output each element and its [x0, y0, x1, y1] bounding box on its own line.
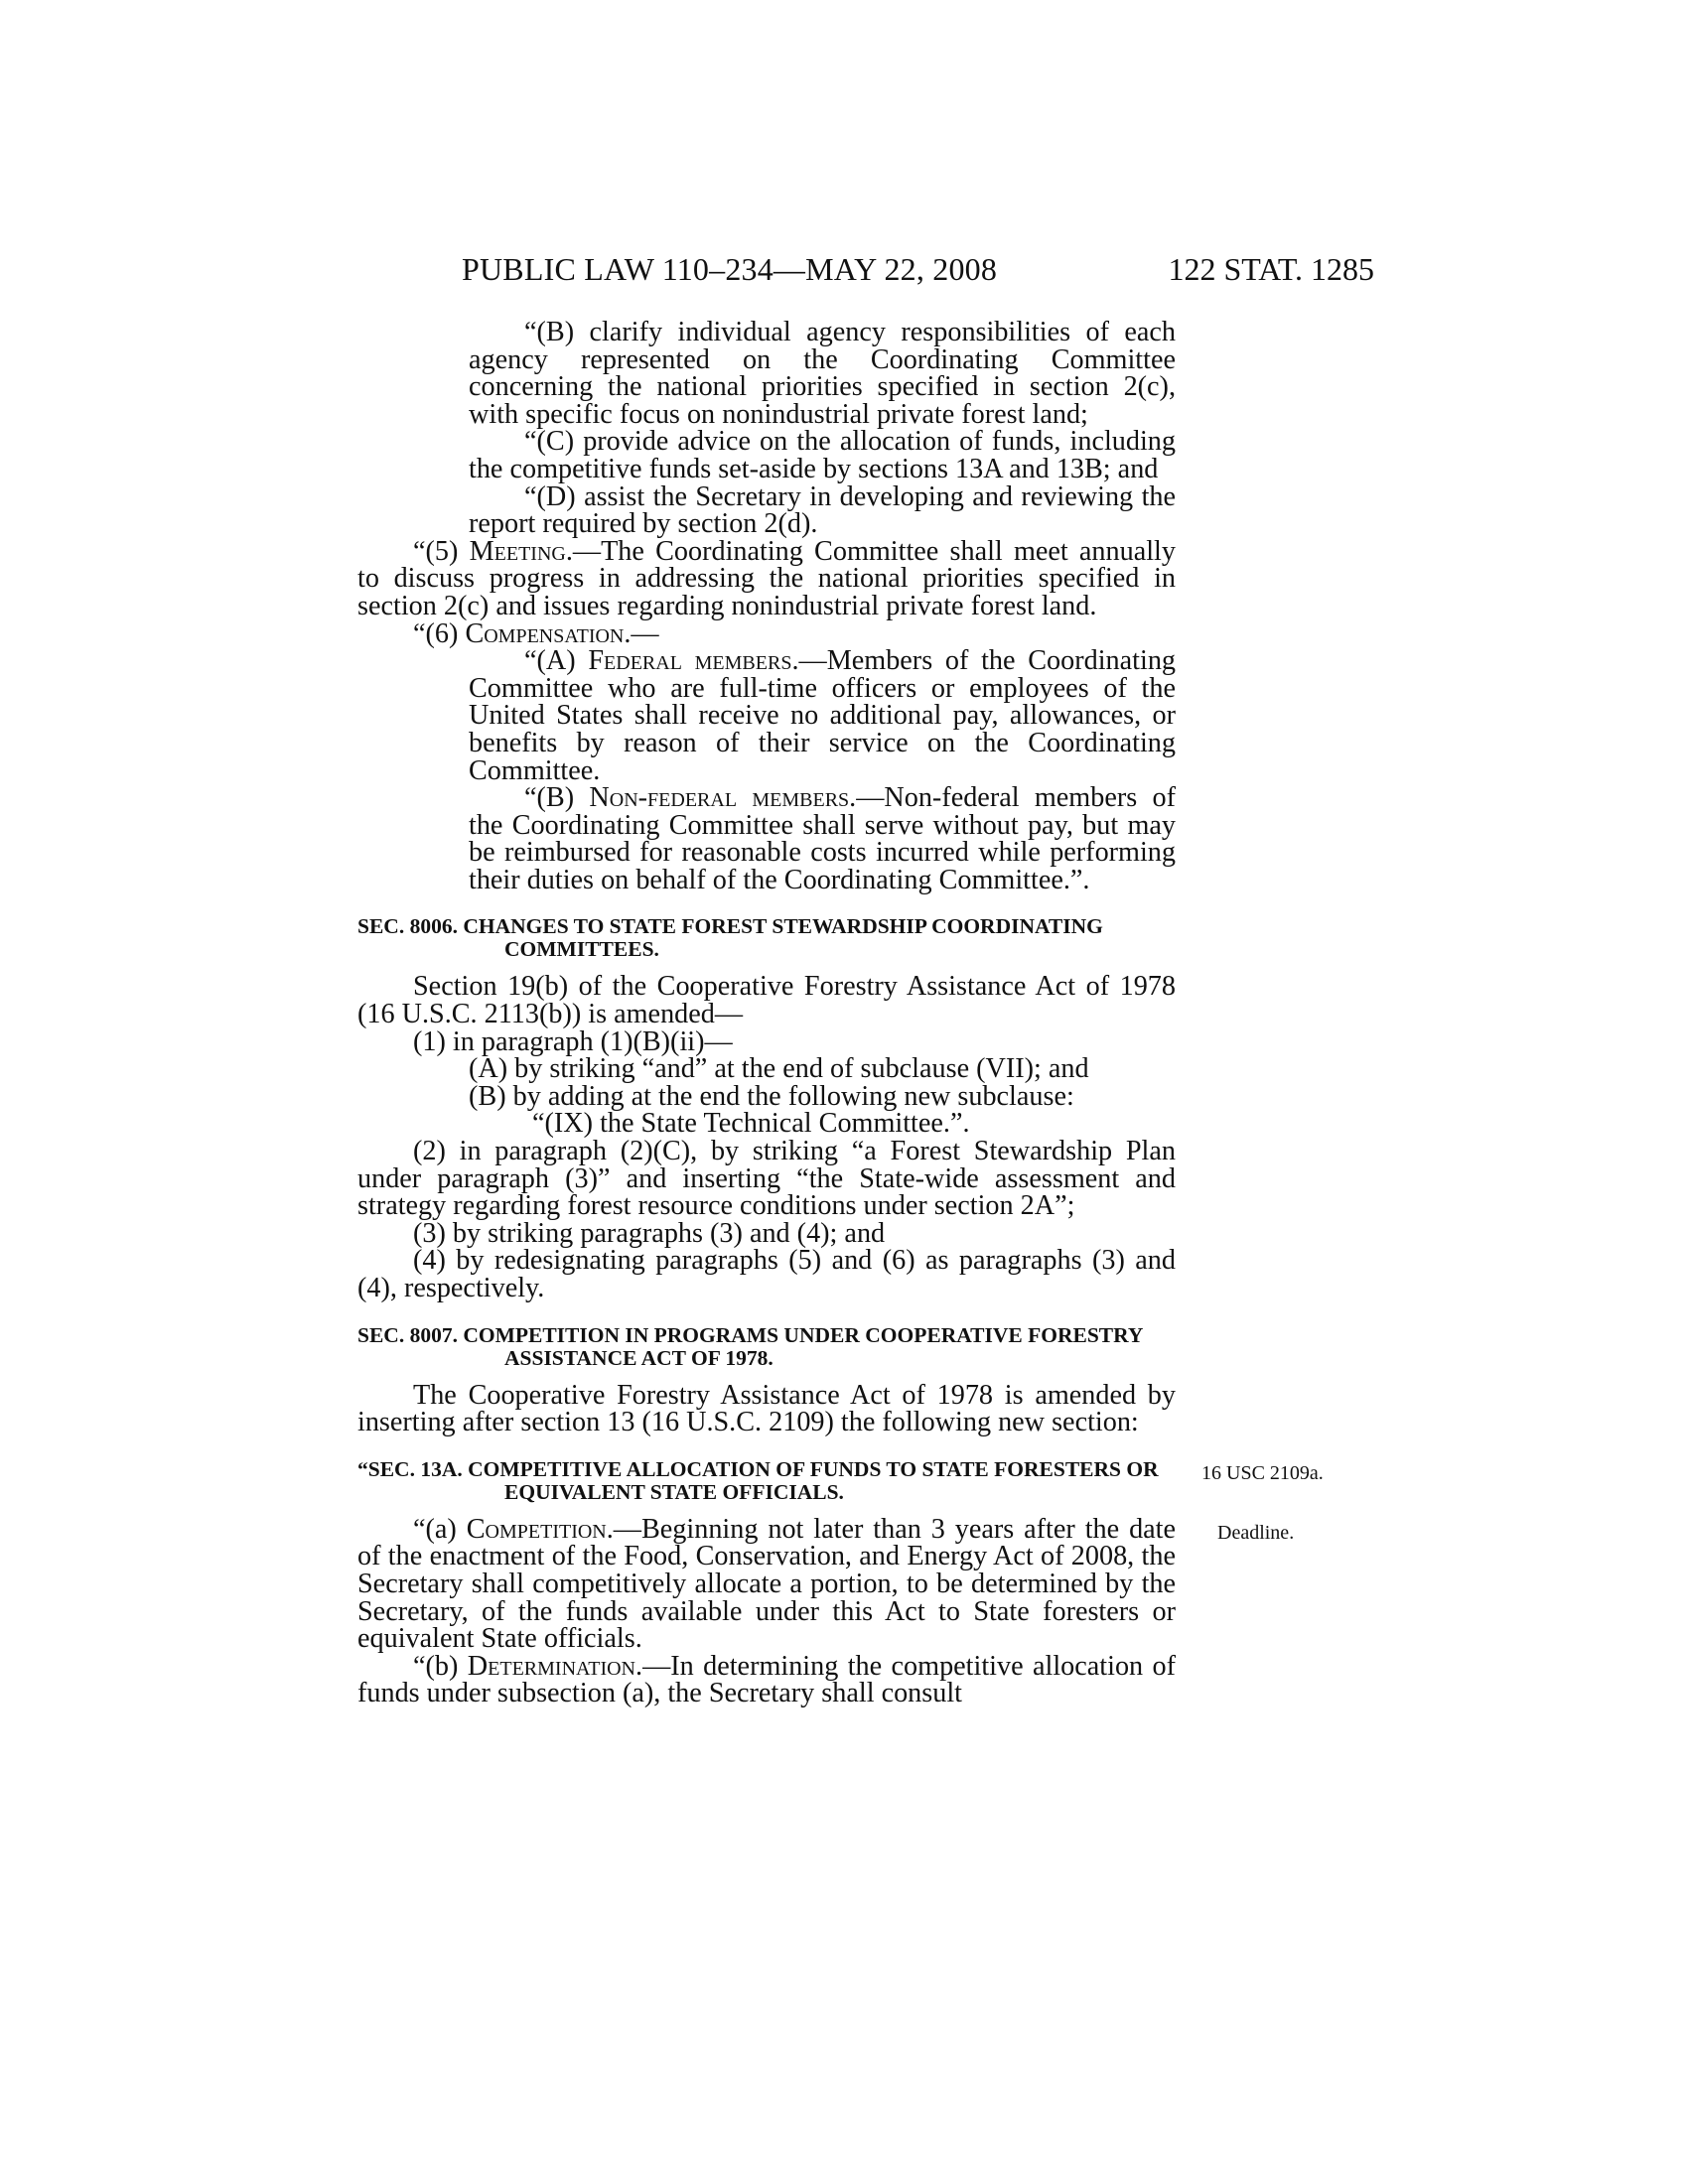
paragraph-4b: “(B) clarify individual agency responsibilities of each agency represented on the Coordinating Committee concerning the national priorities specified in section 2(c), with specific focus on nonindustrial private forest land; — [469, 317, 1176, 430]
section-8006-item-1b-quote: “(IX) the State Technical Committee.”. — [532, 1108, 970, 1140]
header-title: PUBLIC LAW 110–234—MAY 22, 2008 — [462, 251, 998, 287]
paragraph-6-heading: Compensation — [465, 617, 625, 649]
subsection-b-text: .—In determining the competitive allocation of funds under subsection (a), the Secretary shall consult — [357, 1650, 1176, 1709]
paragraph-5-prefix: “(5) — [413, 535, 470, 567]
section-8006-item-4: (4) by redesignating paragraphs (5) and (6) as paragraphs (3) and (4), respectively. — [357, 1245, 1176, 1303]
section-8006-item-1a: (A) by striking “and” at the end of subclause (VII); and — [469, 1053, 1089, 1085]
main-text-column — [357, 317, 1324, 1709]
margin-note-usc-citation: 16 USC 2109a. — [1201, 1461, 1324, 1484]
paragraph-4c: “(C) provide advice on the allocation of funds, including the competitive funds set-aside by sections 13A and 13B; and — [469, 426, 1176, 484]
subsection-a-prefix: “(a) — [413, 1513, 467, 1545]
section-8006-item-1b: (B) by adding at the end the following new subclause: — [469, 1080, 1074, 1112]
section-8007-heading: SEC. 8007. COMPETITION IN PROGRAMS UNDER COOPERATIVE FORESTRY ASSISTANCE ACT OF 1978. — [357, 1322, 1143, 1370]
subsection-b-heading: Determination — [467, 1650, 636, 1682]
paragraph-6a-heading: Federal members — [588, 645, 792, 677]
section-8006-heading-block — [357, 915, 1176, 961]
paragraph-6b-non-federal-members — [357, 784, 1176, 893]
paragraph-6a-text: .—Members of the Coordinating Committee who are full-time officers or employees of the United States shall receive no additional pay, allowances, or benefits by reason of their service on the Coordinating Committee. — [469, 645, 1177, 786]
paragraph-6b-prefix: “(B) — [524, 782, 590, 814]
margin-note-deadline: Deadline. — [1217, 1521, 1295, 1544]
subsection-a-text: .—Beginning not later than 3 years after the date of the enactment of the Food, Conservation, and Energy Act of 2008, the Secretary shall competitively allocate a portion, to be determined by the Secretary, of the funds available under this Act to State foresters or equivalent State officials. — [357, 1513, 1177, 1655]
subsection-b-prefix: “(b) — [413, 1650, 468, 1682]
section-8007-heading-block — [357, 1324, 1176, 1370]
paragraph-6a-prefix: “(A) — [524, 645, 589, 677]
subsection-b-determination — [357, 1650, 1176, 1709]
section-8007-intro: The Cooperative Forestry Assistance Act of 1978 is amended by inserting after section 13 (16 U.S.C. 2109) the following new section: — [357, 1379, 1176, 1438]
paragraph-5-text: .—The Coordinating Committee shall meet annually to discuss progress in addressing the national priorities specified in section 2(c) and issues regarding nonindustrial private forest land. — [357, 535, 1176, 621]
paragraph-6b-heading: Non-federal members — [589, 782, 850, 814]
paragraph-5-heading: Meeting — [469, 535, 566, 567]
subsection-a-competition — [357, 1513, 1177, 1655]
subsection-a-block — [357, 1513, 1295, 1655]
paragraph-6-text: .— — [624, 617, 659, 649]
paragraph-6-prefix: “(6) — [413, 617, 466, 649]
subsection-a-heading: Competition — [466, 1513, 607, 1545]
paragraph-6-compensation — [357, 617, 1176, 649]
section-8006-item-1: (1) in paragraph (1)(B)(ii)— — [413, 1025, 733, 1057]
paragraph-4d: “(D) assist the Secretary in developing and reviewing the report required by section 2(d). — [469, 480, 1176, 540]
paragraph-5-meeting — [357, 535, 1176, 621]
section-13a-heading-block — [357, 1456, 1324, 1504]
paragraph-6b-text: .—Non-federal members of the Coordinating Committee shall serve without pay, but may be reimbursed for reasonable costs incurred while performing their duties on behalf of the Coordinating Committee.”. — [469, 782, 1176, 895]
paragraph-6a-federal-members — [357, 647, 1176, 784]
section-8006-heading: SEC. 8006. CHANGES TO STATE FOREST STEWARDSHIP COORDINATING COMMITTEES. — [357, 914, 1103, 962]
section-8006-item-2: (2) in paragraph (2)(C), by striking “a Forest Stewardship Plan under paragraph (3)” and inserting “the State-wide assessment and strategy regarding forest resource conditions under section 2A”; — [357, 1136, 1176, 1222]
section-8006-intro: Section 19(b) of the Cooperative Forestry Assistance Act of 1978 (16 U.S.C. 2113(b)) is amended— — [357, 971, 1176, 1030]
section-8006-item-3: (3) by striking paragraphs (3) and (4); and — [413, 1217, 886, 1249]
section-13a-heading: “SEC. 13A. COMPETITIVE ALLOCATION OF FUNDS TO STATE FORESTERS OR EQUIVALENT STATE OFFICIALS. — [357, 1456, 1159, 1504]
header-stat-page: 122 STAT. 1285 — [1168, 251, 1374, 287]
